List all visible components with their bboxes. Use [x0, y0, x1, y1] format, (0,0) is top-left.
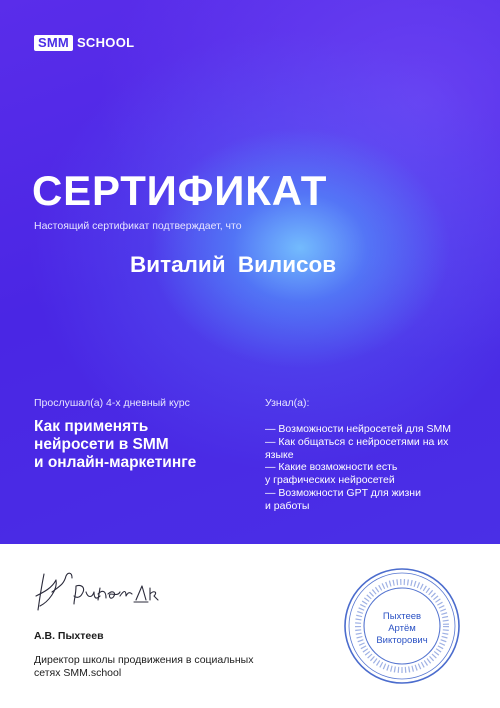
handwritten-signature: [30, 566, 160, 616]
course-title-line: Как применять: [34, 418, 149, 435]
stamp-line: Пыхтеев: [382, 611, 422, 622]
course-title-line: нейросети в SMM: [34, 436, 169, 453]
signer-role: Директор школы продвижения в социальных сетях SMM.school: [34, 654, 254, 679]
learned-item: и работы: [265, 499, 310, 512]
logo-badge: SMM: [34, 35, 73, 51]
smm-school-logo: [34, 35, 134, 51]
certificate-subtitle: Настоящий сертификат подтверждает, что: [34, 220, 242, 232]
learned-item: у графических нейросетей: [265, 474, 395, 487]
learned-list: [265, 423, 485, 513]
learned-item: — Возможности нейросетей для SMM: [265, 423, 451, 435]
course-title: [34, 418, 244, 472]
signer-name: А.В. Пыхтеев: [34, 630, 104, 642]
logo-text: SCHOOL: [76, 35, 135, 50]
learned-item: — Какие возможности есть: [265, 461, 398, 474]
official-stamp: [342, 566, 462, 686]
learned-item: языке: [265, 448, 294, 461]
course-label: Прослушал(а) 4-х дневный курс: [34, 397, 190, 409]
stamp-line: Артём: [388, 623, 416, 634]
learned-item: — Возможности GPT для жизни: [265, 486, 421, 499]
learned-label: Узнал(а):: [265, 397, 310, 409]
course-title-line: и онлайн-маркетинге: [34, 454, 197, 471]
stamp-line: Викторович: [376, 635, 428, 646]
recipient-name: Виталий Вилисов: [130, 252, 337, 277]
learned-item: — Как общаться с нейросетями на их: [265, 435, 449, 448]
certificate-title: СЕРТИФИКАТ: [32, 167, 328, 214]
